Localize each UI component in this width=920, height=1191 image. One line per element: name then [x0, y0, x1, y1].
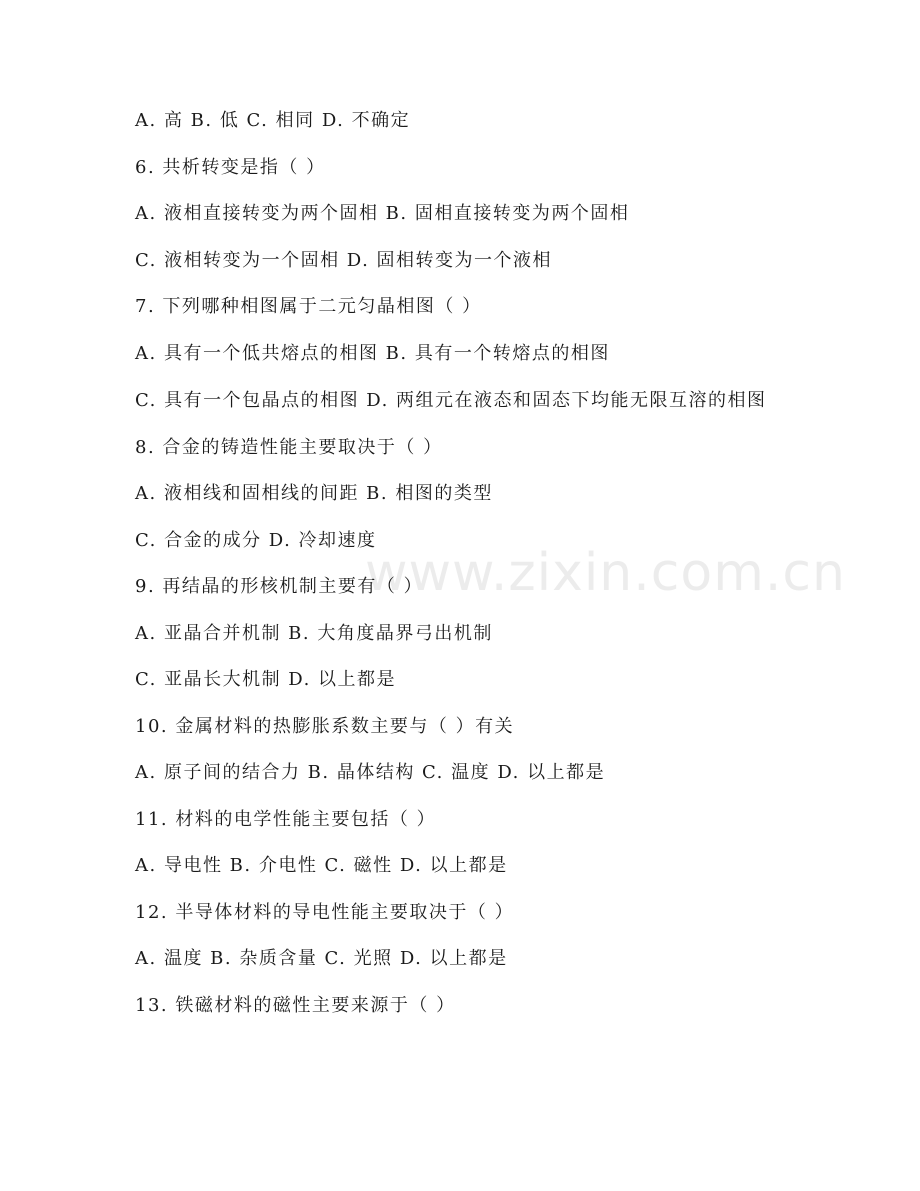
watermark-text: www.zixin.com.cn	[365, 543, 846, 603]
options-q6-cd: C. 液相转变为一个固相 D. 固相转变为一个液相	[135, 249, 553, 271]
question-7: 7. 下列哪种相图属于二元匀晶相图（ ）	[135, 296, 482, 317]
options-q7-cd: C. 具有一个包晶点的相图 D. 两组元在液态和固态下均能无限互溶的相图	[135, 390, 767, 411]
question-11: 11. 材料的电学性能主要包括（ ）	[135, 808, 437, 830]
question-6: 6. 共析转变是指（ ）	[135, 156, 326, 178]
options-q5: A. 高 B. 低 C. 相同 D. 不确定	[135, 110, 411, 131]
options-q11: A. 导电性 B. 介电性 C. 磁性 D. 以上都是	[135, 855, 508, 876]
question-list	[135, 106, 785, 1037]
options-q9-ab: A. 亚晶合并机制 B. 大角度晶界弓出机制	[135, 622, 493, 644]
question-13: 13. 铁磁材料的磁性主要来源于（ ）	[135, 994, 456, 1016]
options-q8-cd: C. 合金的成分 D. 冷却速度	[135, 529, 377, 551]
options-q7-ab: A. 具有一个低共熔点的相图 B. 具有一个转熔点的相图	[135, 342, 610, 364]
options-q10: A. 原子间的结合力 B. 晶体结构 C. 温度 D. 以上都是	[135, 762, 606, 783]
options-q12: A. 温度 B. 杂质含量 C. 光照 D. 以上都是	[135, 948, 508, 969]
question-8: 8. 合金的铸造性能主要取决于（ ）	[135, 436, 443, 458]
question-10: 10. 金属材料的热膨胀系数主要与（ ）有关	[135, 715, 515, 737]
options-q8-ab: A. 液相线和固相线的间距 B. 相图的类型	[135, 483, 493, 504]
options-q9-cd: C. 亚晶长大机制 D. 以上都是	[135, 669, 397, 690]
options-q6-ab: A. 液相直接转变为两个固相 B. 固相直接转变为两个固相	[135, 203, 630, 224]
question-12: 12. 半导体材料的导电性能主要取决于（ ）	[135, 901, 515, 923]
question-9: 9. 再结晶的形核机制主要有（ ）	[135, 576, 424, 597]
